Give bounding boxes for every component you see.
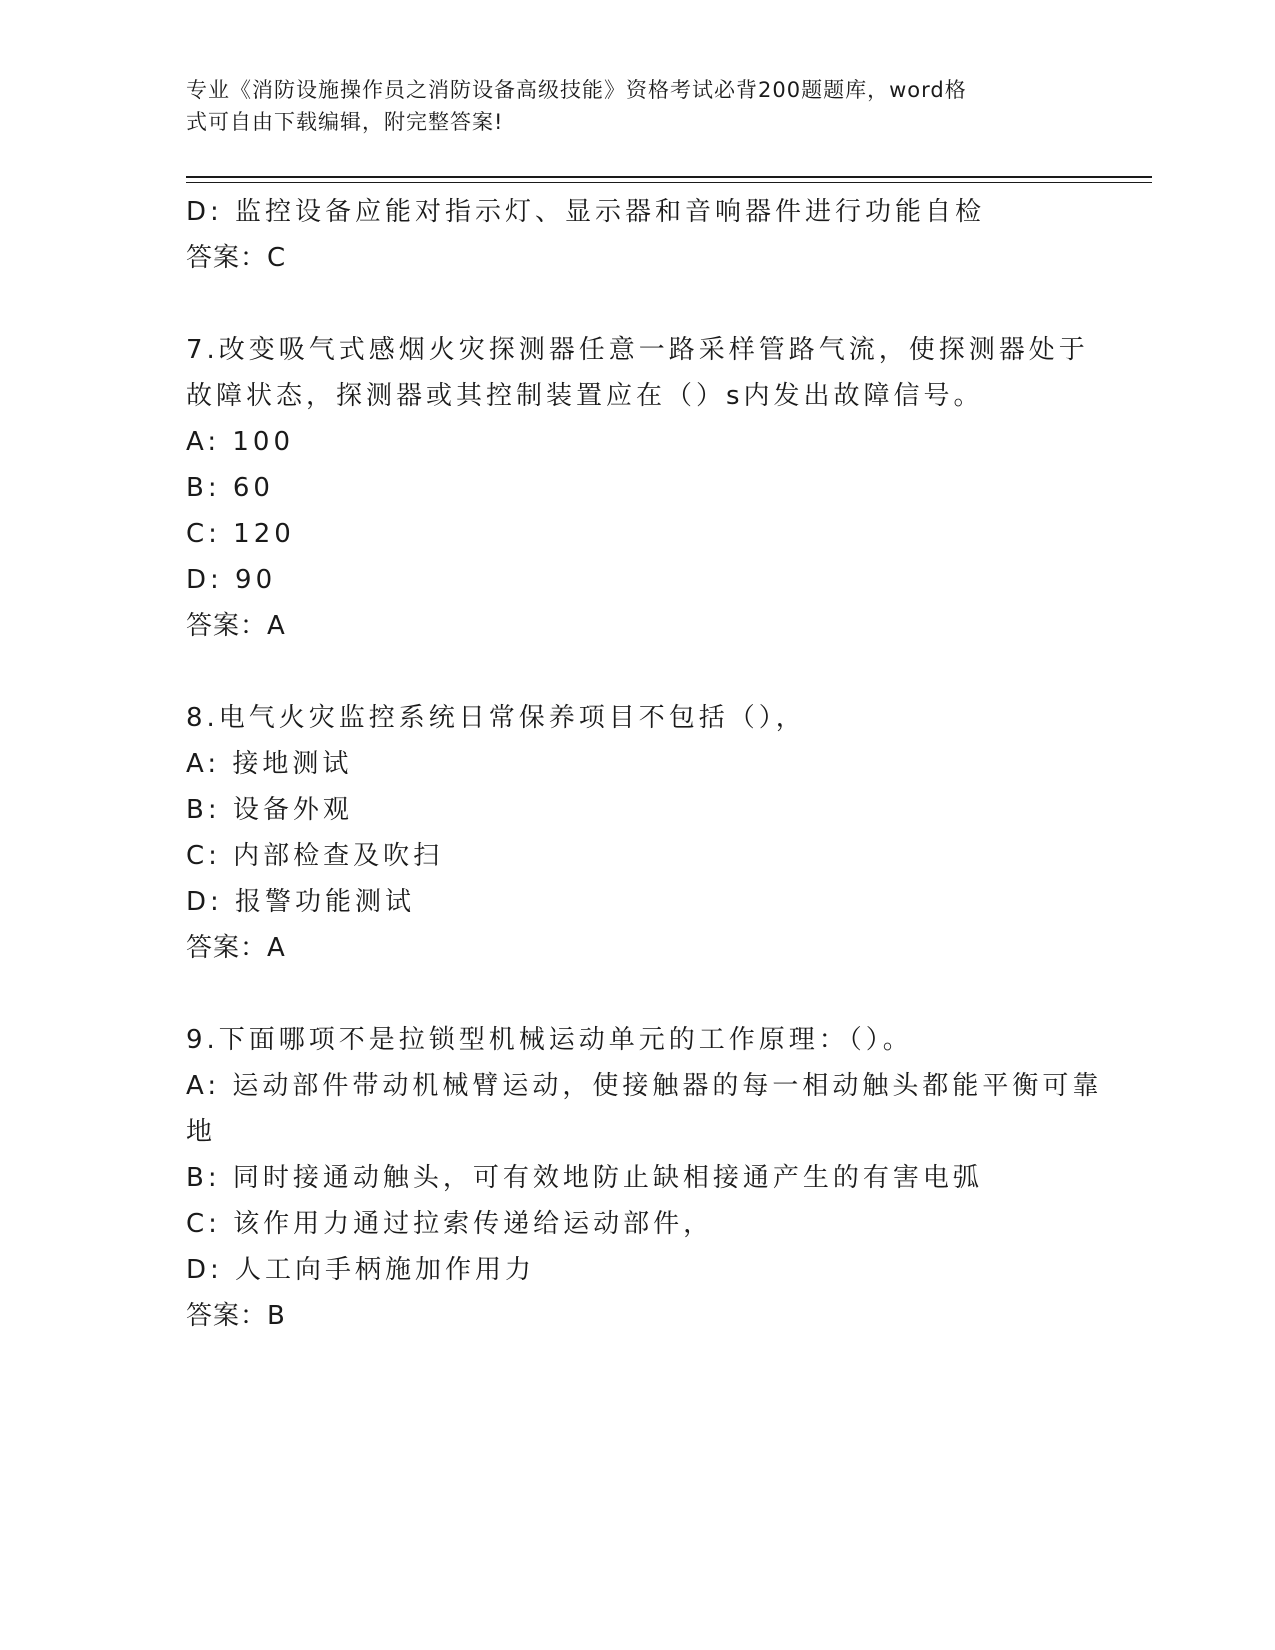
question-8-option-b: B: 设备外观 xyxy=(186,795,353,825)
question-9 xyxy=(186,1017,1103,1339)
question-list xyxy=(186,189,1103,1339)
question-9-option-c: C: 该作用力通过拉索传递给运动部件， xyxy=(186,1209,714,1239)
spacer xyxy=(186,649,1086,695)
question-9-option-d: D: 人工向手柄施加作用力 xyxy=(186,1255,536,1285)
question-9-option-a-line-2: 地 xyxy=(186,1117,217,1147)
question-8-stem: 8.电气火灾监控系统日常保养项目不包括（）， xyxy=(186,703,806,733)
question-7-option-a: A: 100 xyxy=(186,427,294,457)
question-7-stem-line-2: 故障状态，探测器或其控制装置应在（）s内发出故障信号。 xyxy=(186,381,984,411)
question-7 xyxy=(186,327,1089,649)
question-9-stem: 9.下面哪项不是拉锁型机械运动单元的工作原理：（）。 xyxy=(186,1025,913,1055)
header-rule-thick xyxy=(186,176,1152,178)
question-7-answer: 答案：A xyxy=(186,611,286,641)
question-9-option-b: B: 同时接通动触头，可有效地防止缺相接通产生的有害电弧 xyxy=(186,1163,983,1193)
question-9-option-a-line-1: A: 运动部件带动机械臂运动，使接触器的每一相动触头都能平衡可靠 xyxy=(186,1071,1103,1101)
prev-option-d: D: 监控设备应能对指示灯、显示器和音响器件进行功能自检 xyxy=(186,197,986,227)
question-9-answer: 答案：B xyxy=(186,1301,286,1331)
question-8-option-d: D: 报警功能测试 xyxy=(186,887,416,917)
spacer xyxy=(186,971,1086,1017)
question-7-stem-line-1: 7.改变吸气式感烟火灾探测器任意一路采样管路气流，使探测器处于 xyxy=(186,335,1089,365)
question-7-option-d: D: 90 xyxy=(186,565,277,595)
question-8-option-a: A: 接地测试 xyxy=(186,749,353,779)
question-7-option-c: C: 120 xyxy=(186,519,295,549)
spacer xyxy=(186,281,1086,327)
question-8 xyxy=(186,695,1086,971)
page-header xyxy=(186,74,1066,138)
question-7-option-b: B: 60 xyxy=(186,473,274,503)
header-line-2: 式可自由下载编辑，附完整答案! xyxy=(186,110,504,134)
header-rule-thin xyxy=(186,182,1152,183)
header-line-1: 专业《消防设施操作员之消防设备高级技能》资格考试必背200题题库，word格 xyxy=(186,78,967,102)
question-8-option-c: C: 内部检查及吹扫 xyxy=(186,841,444,871)
prev-answer: 答案：C xyxy=(186,243,287,273)
question-8-answer: 答案：A xyxy=(186,933,286,963)
